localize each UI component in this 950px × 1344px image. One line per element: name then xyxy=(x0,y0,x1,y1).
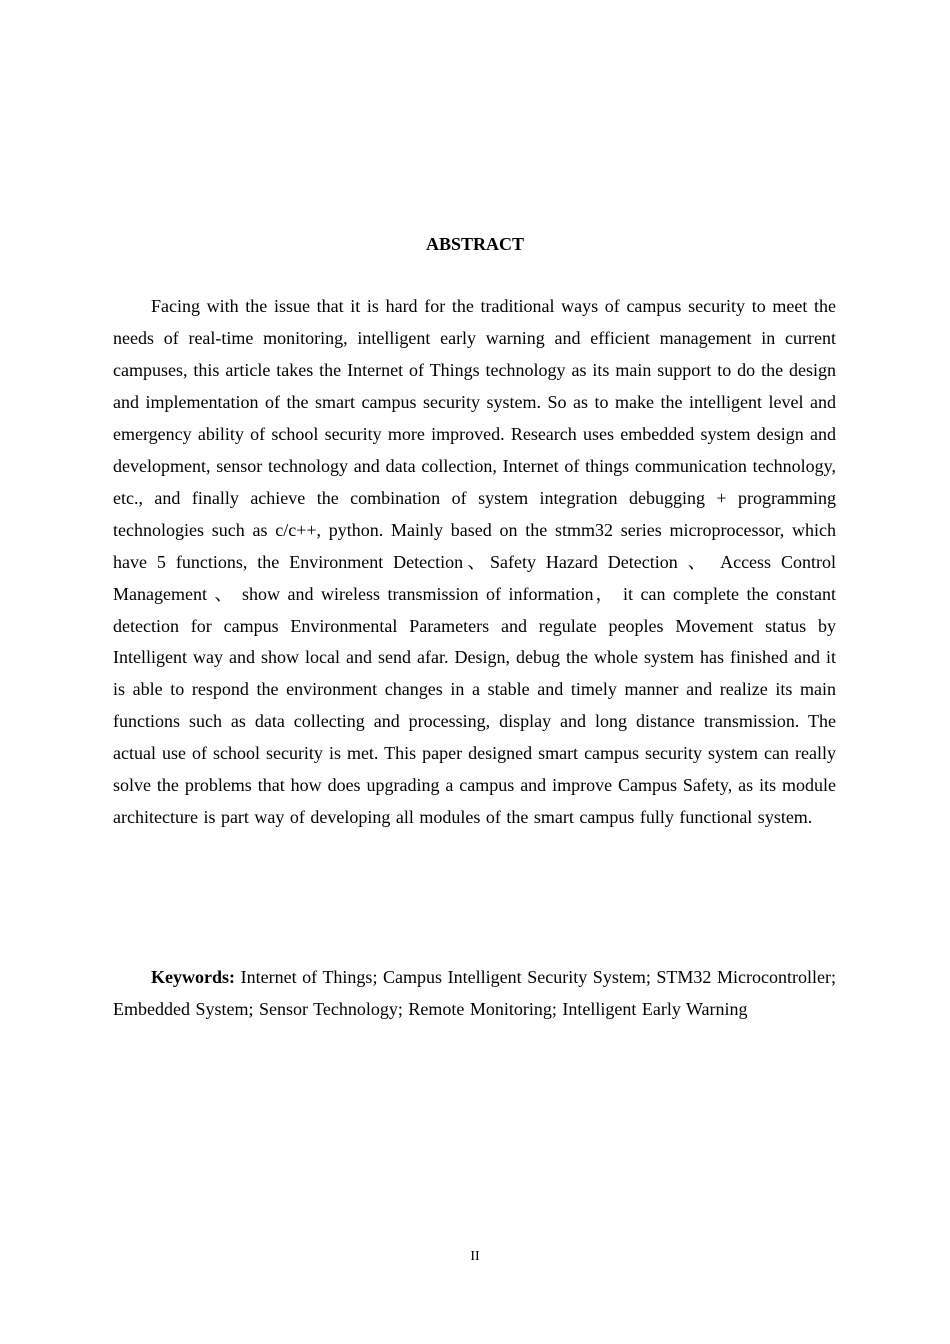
keywords-list: Internet of Things; Campus Intelligent Security System; STM32 Microcontroller; Embedded System; Sensor Technology; Remote Monitoring; Intelligent Early Warning xyxy=(113,967,836,1019)
keywords-label: Keywords: xyxy=(151,967,235,987)
abstract-paragraph: Facing with the issue that it is hard for the traditional ways of campus security to meet the needs of real-time monitoring, intelligent early warning and efficient management in current campuses, this article takes the Internet of Things technology as its main support to do the design and implementation of the smart campus security system. So as to make the intelligent level and emergency ability of school security more improved. Research uses embedded system design and development, sensor technology and data collection, Internet of things communication technology, etc., and finally achieve the combination of system integration debugging + programming technologies such as c/c++, python. Mainly based on the stmm32 series microprocessor, which have 5 functions, the Environment Detection、Safety Hazard Detection 、 Access Control Management 、 show and wireless transmission of information， it can complete the constant detection for campus Environmental Parameters and regulate peoples Movement status by Intelligent way and show local and send afar. Design, debug the whole system has finished and it is able to respond the environment changes in a stable and timely manner and realize its main functions such as data collecting and processing, display and long distance transmission. The actual use of school security is met. This paper designed smart campus security system can really solve the problems that how does upgrading a campus and improve Campus Safety, as its module architecture is part way of developing all modules of the smart campus fully functional system. xyxy=(113,296,836,828)
keywords-paragraph xyxy=(113,962,836,1025)
abstract-title: ABSTRACT xyxy=(425,234,525,254)
page-number: II xyxy=(470,1249,480,1264)
